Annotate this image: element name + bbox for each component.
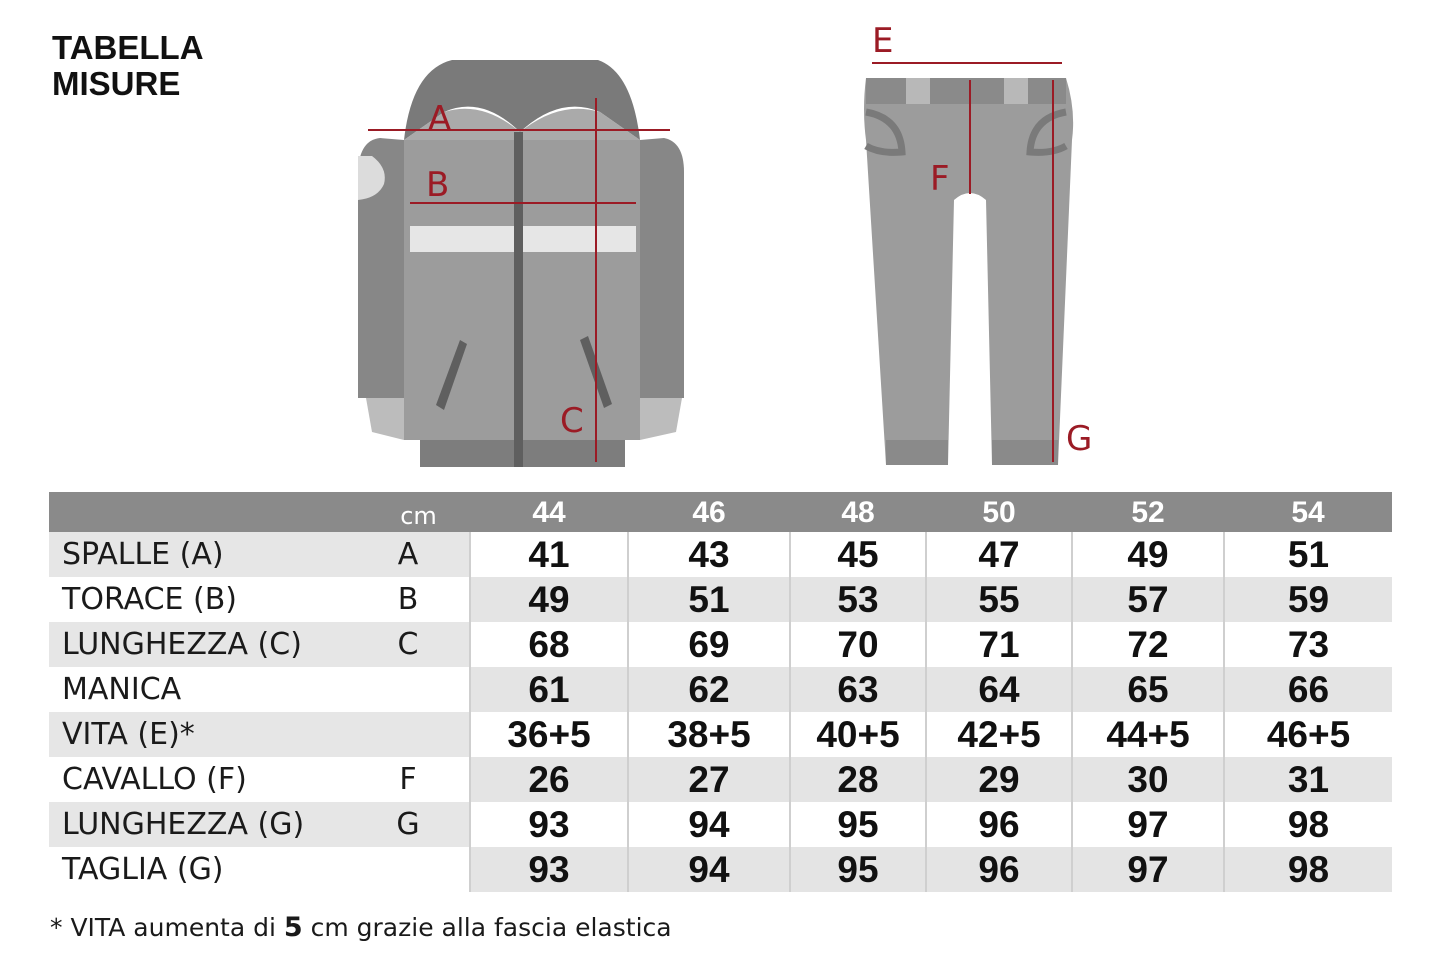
table-cell: 49 <box>1072 532 1224 577</box>
footnote-bold-value: 5 <box>283 912 303 943</box>
table-cell: 65 <box>1072 667 1224 712</box>
table-cell: 28 <box>790 757 926 802</box>
table-cell: 44+5 <box>1072 712 1224 757</box>
table-cell: 93 <box>470 847 628 892</box>
size-header: 52 <box>1072 492 1224 532</box>
table-row <box>49 757 1392 802</box>
table-cell: 53 <box>790 577 926 622</box>
table-cell: 36+5 <box>470 712 628 757</box>
row-code: A <box>367 532 470 577</box>
table-cell: 72 <box>1072 622 1224 667</box>
table-cell: 47 <box>926 532 1072 577</box>
table-cell: 38+5 <box>628 712 790 757</box>
measure-label-e: E <box>872 21 894 61</box>
table-cell: 45 <box>790 532 926 577</box>
table-cell: 43 <box>628 532 790 577</box>
table-cell: 29 <box>926 757 1072 802</box>
table-cell: 30 <box>1072 757 1224 802</box>
measure-label-f: F <box>930 159 950 199</box>
table-cell: 26 <box>470 757 628 802</box>
table-cell: 97 <box>1072 802 1224 847</box>
table-cell: 96 <box>926 847 1072 892</box>
table-cell: 66 <box>1224 667 1392 712</box>
row-label: SPALLE (A) <box>49 532 367 577</box>
size-header-row <box>49 492 1392 532</box>
table-cell: 98 <box>1224 847 1392 892</box>
table-cell: 93 <box>470 802 628 847</box>
row-label: LUNGHEZZA (G) <box>49 802 367 847</box>
size-header: 46 <box>628 492 790 532</box>
jacket-illustration <box>358 60 684 467</box>
table-cell: 31 <box>1224 757 1392 802</box>
measure-label-c: C <box>560 401 584 441</box>
table-cell: 68 <box>470 622 628 667</box>
table-cell: 62 <box>628 667 790 712</box>
row-code <box>367 667 470 712</box>
row-code: B <box>367 577 470 622</box>
footnote <box>50 912 672 943</box>
measure-label-g: G <box>1066 419 1093 459</box>
table-cell: 70 <box>790 622 926 667</box>
row-code <box>367 847 470 892</box>
table-cell: 57 <box>1072 577 1224 622</box>
row-label: CAVALLO (F) <box>49 757 367 802</box>
table-cell: 63 <box>790 667 926 712</box>
table-cell: 95 <box>790 847 926 892</box>
table-cell: 59 <box>1224 577 1392 622</box>
table-row <box>49 577 1392 622</box>
size-header: 54 <box>1224 492 1392 532</box>
table-row <box>49 532 1392 577</box>
footnote-suffix: cm grazie alla fascia elastica <box>302 913 672 942</box>
table-cell: 55 <box>926 577 1072 622</box>
table-cell: 61 <box>470 667 628 712</box>
row-code: F <box>367 757 470 802</box>
size-header: 44 <box>470 492 628 532</box>
row-label: TORACE (B) <box>49 577 367 622</box>
table-row <box>49 667 1392 712</box>
table-cell: 96 <box>926 802 1072 847</box>
table-cell: 51 <box>1224 532 1392 577</box>
row-label: LUNGHEZZA (C) <box>49 622 367 667</box>
pants-illustration <box>864 21 1092 465</box>
table-cell: 71 <box>926 622 1072 667</box>
table-cell: 69 <box>628 622 790 667</box>
header-blank-cell <box>49 492 367 532</box>
table-cell: 41 <box>470 532 628 577</box>
table-cell: 94 <box>628 847 790 892</box>
table-cell: 95 <box>790 802 926 847</box>
row-code <box>367 712 470 757</box>
table-cell: 64 <box>926 667 1072 712</box>
table-row <box>49 802 1392 847</box>
title-line-2: MISURE <box>52 65 181 102</box>
table-row <box>49 847 1392 892</box>
size-header: 50 <box>926 492 1072 532</box>
measure-label-a: A <box>428 99 452 139</box>
measure-label-b: B <box>426 165 450 205</box>
row-label: TAGLIA (G) <box>49 847 367 892</box>
table-cell: 94 <box>628 802 790 847</box>
table-row <box>49 622 1392 667</box>
size-table <box>49 492 1392 892</box>
table-cell: 49 <box>470 577 628 622</box>
table-cell: 40+5 <box>790 712 926 757</box>
table-cell: 51 <box>628 577 790 622</box>
table-cell: 27 <box>628 757 790 802</box>
table-cell: 42+5 <box>926 712 1072 757</box>
row-code: G <box>367 802 470 847</box>
footnote-prefix: * VITA aumenta di <box>50 913 284 942</box>
unit-label: cm <box>367 492 470 532</box>
table-cell: 98 <box>1224 802 1392 847</box>
table-row <box>49 712 1392 757</box>
title-line-1: TABELLA <box>52 29 204 66</box>
row-label: MANICA <box>49 667 367 712</box>
table-cell: 73 <box>1224 622 1392 667</box>
row-label: VITA (E)* <box>49 712 367 757</box>
size-header: 48 <box>790 492 926 532</box>
table-cell: 46+5 <box>1224 712 1392 757</box>
table-cell: 97 <box>1072 847 1224 892</box>
row-code: C <box>367 622 470 667</box>
